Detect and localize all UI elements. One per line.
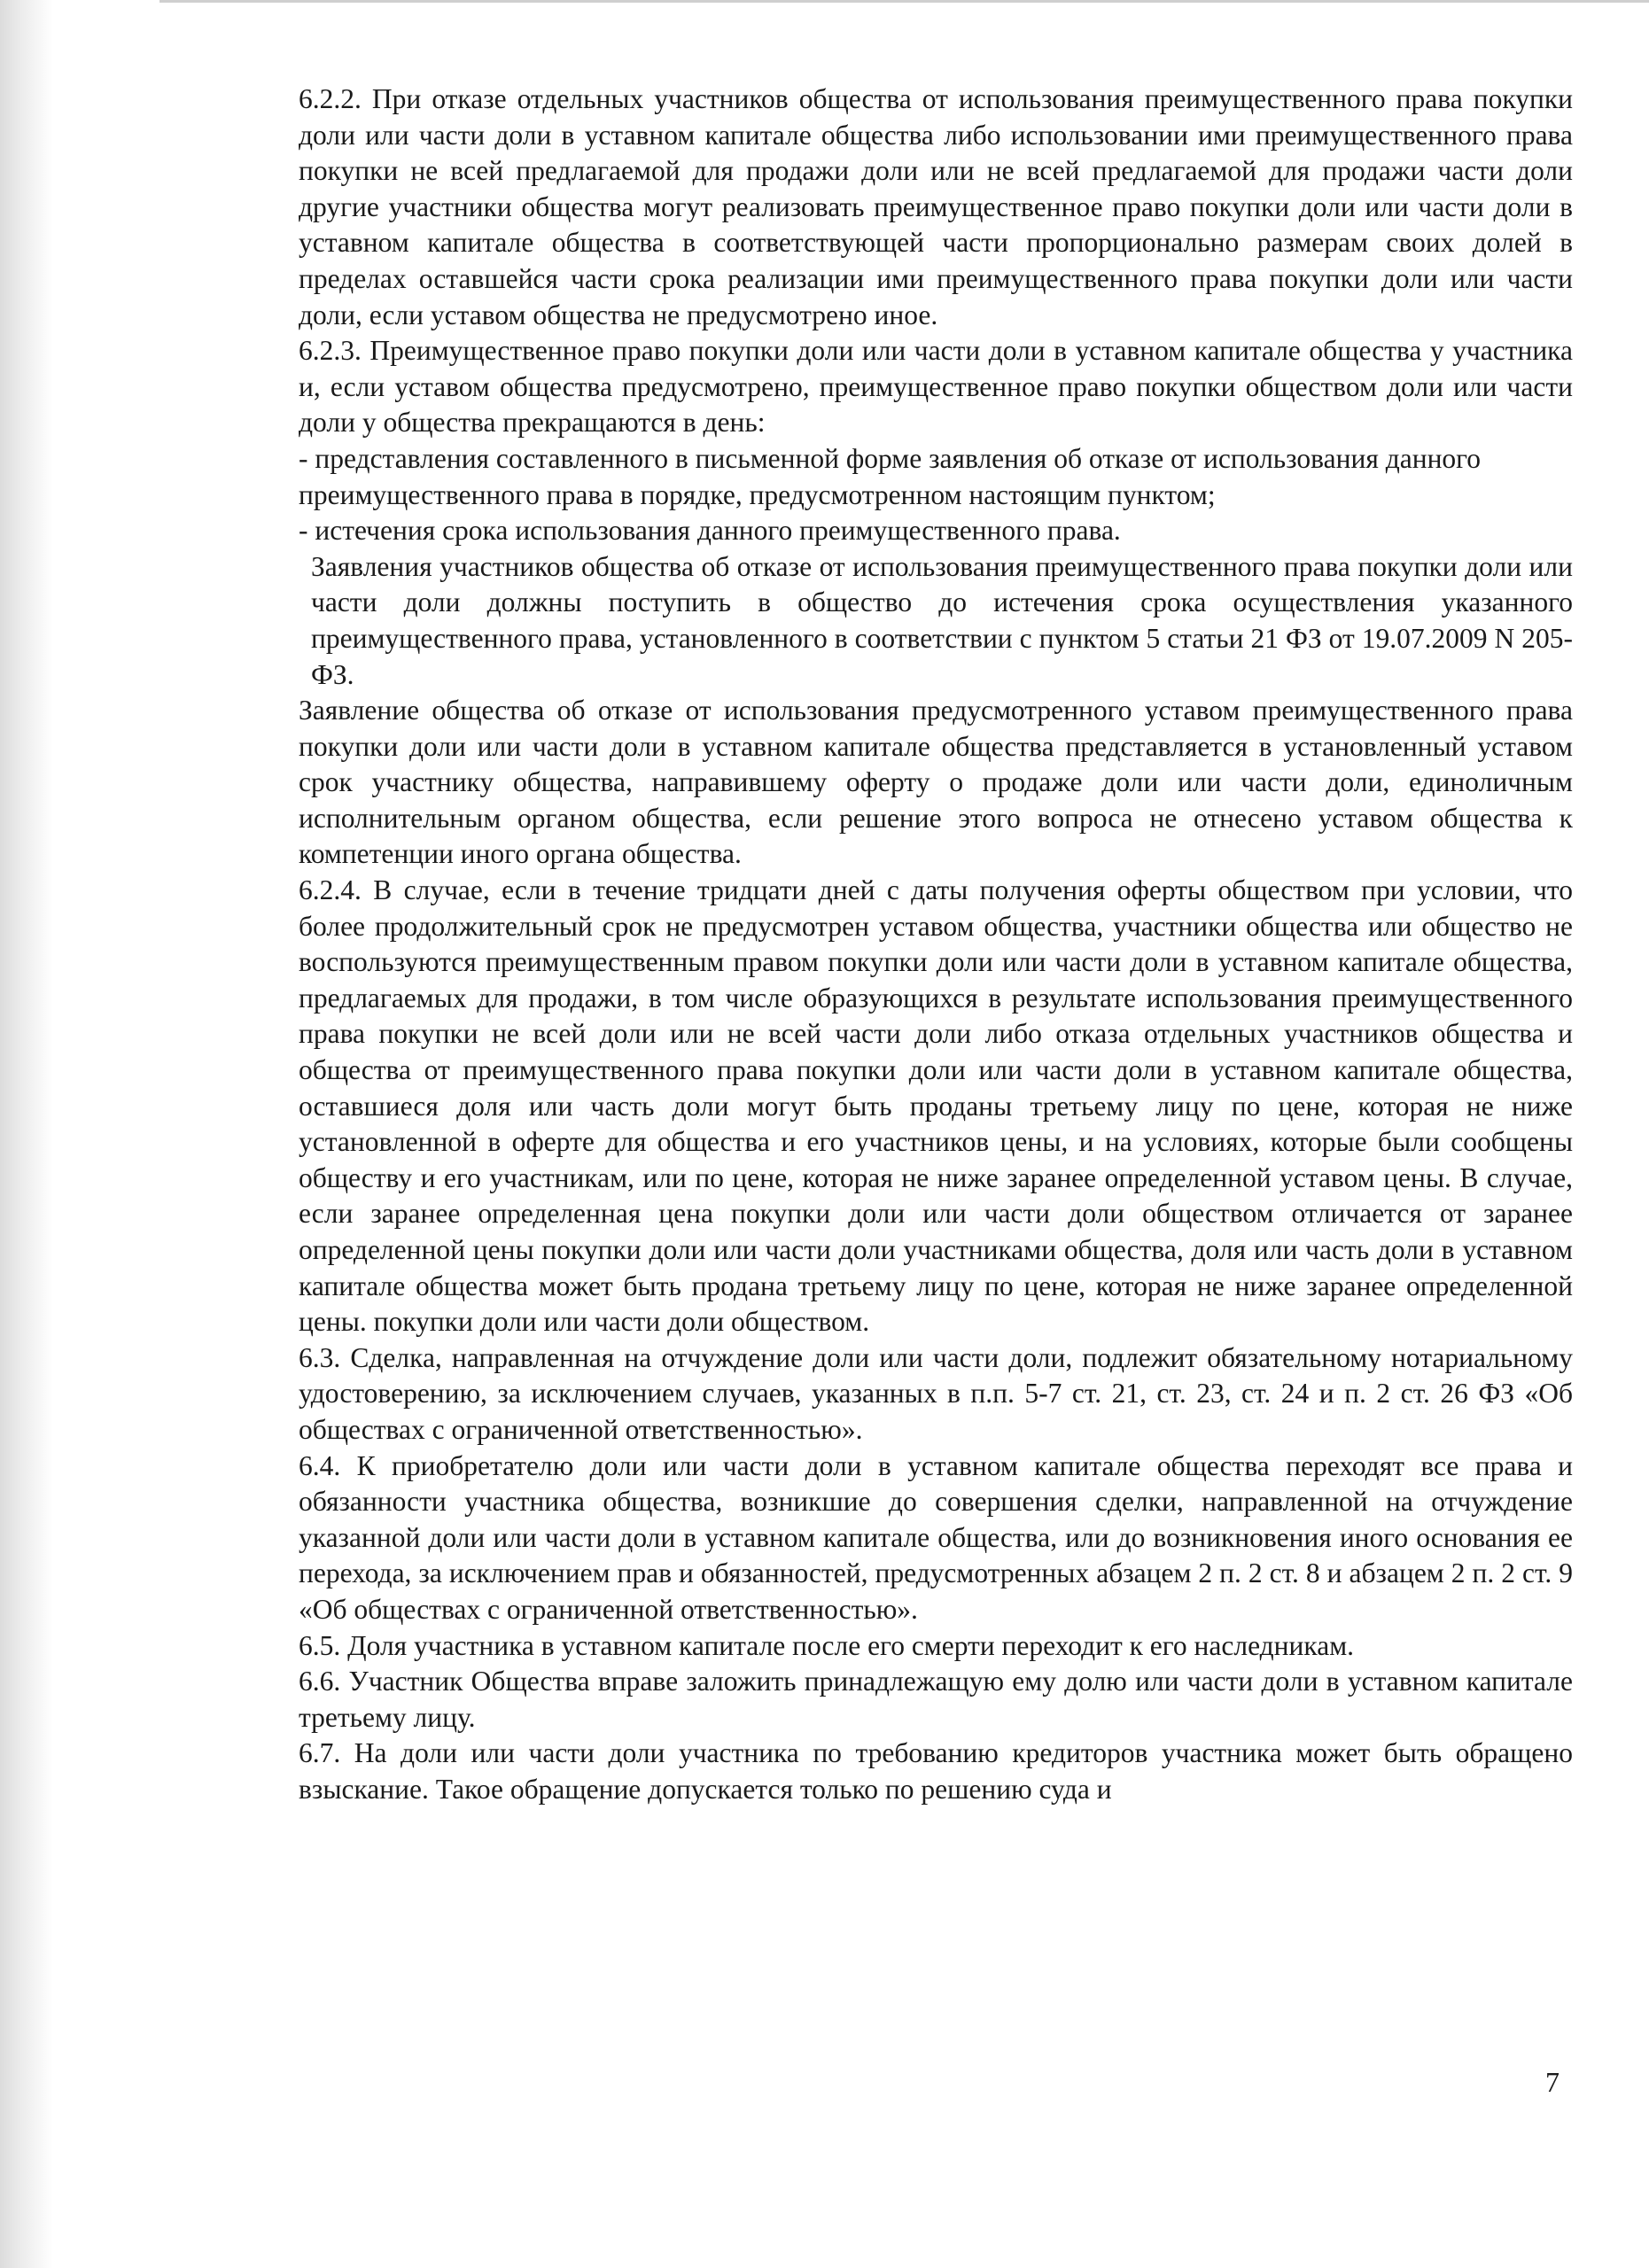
paragraph-6-3: 6.3. Сделка, направленная на отчуждение доли или части доли, подлежит обязательному нотариальному удостоверению, за исключением случаев, указанных в п.п. 5-7 ст. 21, ст. 23, ст. 24 и п. 2 ст. 26 ФЗ «Об обществах с ограниченной ответственностью». (299, 1341, 1573, 1445)
paragraph-6-5: 6.5. Доля участника в уставном капитале после его смерти переходит к его наследникам. (299, 1629, 1355, 1661)
paragraph-participant-statements: Заявления участников общества об отказе от использования преимущественного права покупки доли или части доли должны поступить в общество до истечения срока осуществления указанного преимущественного права, установленного в соответствии с пунктом 5 статьи 21 ФЗ от 19.07.2009 N 205-ФЗ. (311, 550, 1573, 690)
page-number: 7 (1545, 2066, 1560, 2098)
document-page (299, 82, 1573, 2119)
paragraph-6-2-3-item-2: - истечения срока использования данного преимущественного права. (299, 515, 1121, 547)
scan-top-edge (159, 0, 1649, 3)
paragraph-6-2-3-item-1: - представления составленного в письменной форме заявления об отказе от использования данного преимущественного права в порядке, предусмотренном настоящим пунктом; (299, 442, 1482, 510)
paragraph-6-4: 6.4. К приобретателю доли или части доли в уставном капитале общества переходят все права и обязанности участника общества, возникшие до совершения сделки, направленной на отчуждение указанной доли или части доли в уставном капитале общества, или до возникновения иного основания ее перехода, за исключением прав и обязанностей, предусмотренных абзацем 2 п. 2 ст. 8 и абзацем 2 п. 2 ст. 9 «Об обществах с ограниченной ответственностью». (299, 1449, 1573, 1625)
paragraph-6-2-4: 6.2.4. В случае, если в течение тридцати дней с даты получения оферты обществом при условии, что более продолжительный срок не предусмотрен уставом общества, участники общества или общество не воспользуются преимущественным правом покупки доли или части доли в уставном капитале общества, предлагаемых для продажи, в том числе образующихся в результате использования преимущественного права покупки не всей доли или не всей части доли либо отказа отдельных участников общества и общества от преимущественного права покупки доли или части доли в уставном капитале общества, оставшиеся доля или часть доли могут быть проданы третьему лицу по цене, которая не ниже установленной в оферте для общества и его участников цены, и на условиях, которые были сообщены обществу и его участникам, или по цене, которая не ниже заранее определенной уставом цены. В случае, если заранее определенная цена покупки доли или части доли обществом отличается от заранее определенной цены покупки доли или части доли участниками общества, доля или часть доли в уставном капитале общества может быть продана третьему лицу по цене, которая не ниже заранее определенной цены. покупки доли или части доли обществом. (299, 874, 1573, 1338)
paragraph-6-2-3: 6.2.3. Преимущественное право покупки доли или части доли в уставном капитале общества у участника и, если уставом общества предусмотрено, преимущественное право покупки обществом доли или части доли у общества прекращаются в день: (299, 335, 1573, 439)
paragraph-6-6: 6.6. Участник Общества вправе заложить принадлежащую ему долю или части доли в уставном капитале третьему лицу. (299, 1666, 1573, 1733)
paragraph-6-2-2: 6.2.2. При отказе отдельных участников общества от использования преимущественного права покупки доли или части доли в уставном капитале общества либо использовании ими преимущественного права покупки не всей предлагаемой для продажи доли или не всей предлагаемой для продажи части доли другие участники общества могут реализовать преимущественное право покупки доли или части доли в уставном капитале общества в соответствующей части пропорционально размерам своих долей в пределах оставшейся части срока реализации ими преимущественного права покупки доли или части доли, если уставом общества не предусмотрено иное. (299, 83, 1573, 330)
scan-edge-shadow (0, 0, 53, 2268)
paragraph-company-statement: Заявление общества об отказе от использования предусмотренного уставом преимущественного права покупки доли или части доли в уставном капитале общества представляется в установленный уставом срок участнику общества, направившему оферту о продаже доли или части доли, единоличным исполнительным органом общества, если решение этого вопроса не отнесено уставом общества к компетенции иного органа общества. (299, 695, 1573, 870)
paragraph-6-7: 6.7. На доли или части доли участника по требованию кредиторов участника может быть обращено взыскание. Такое обращение допускается только по решению суда и (299, 1737, 1573, 1805)
